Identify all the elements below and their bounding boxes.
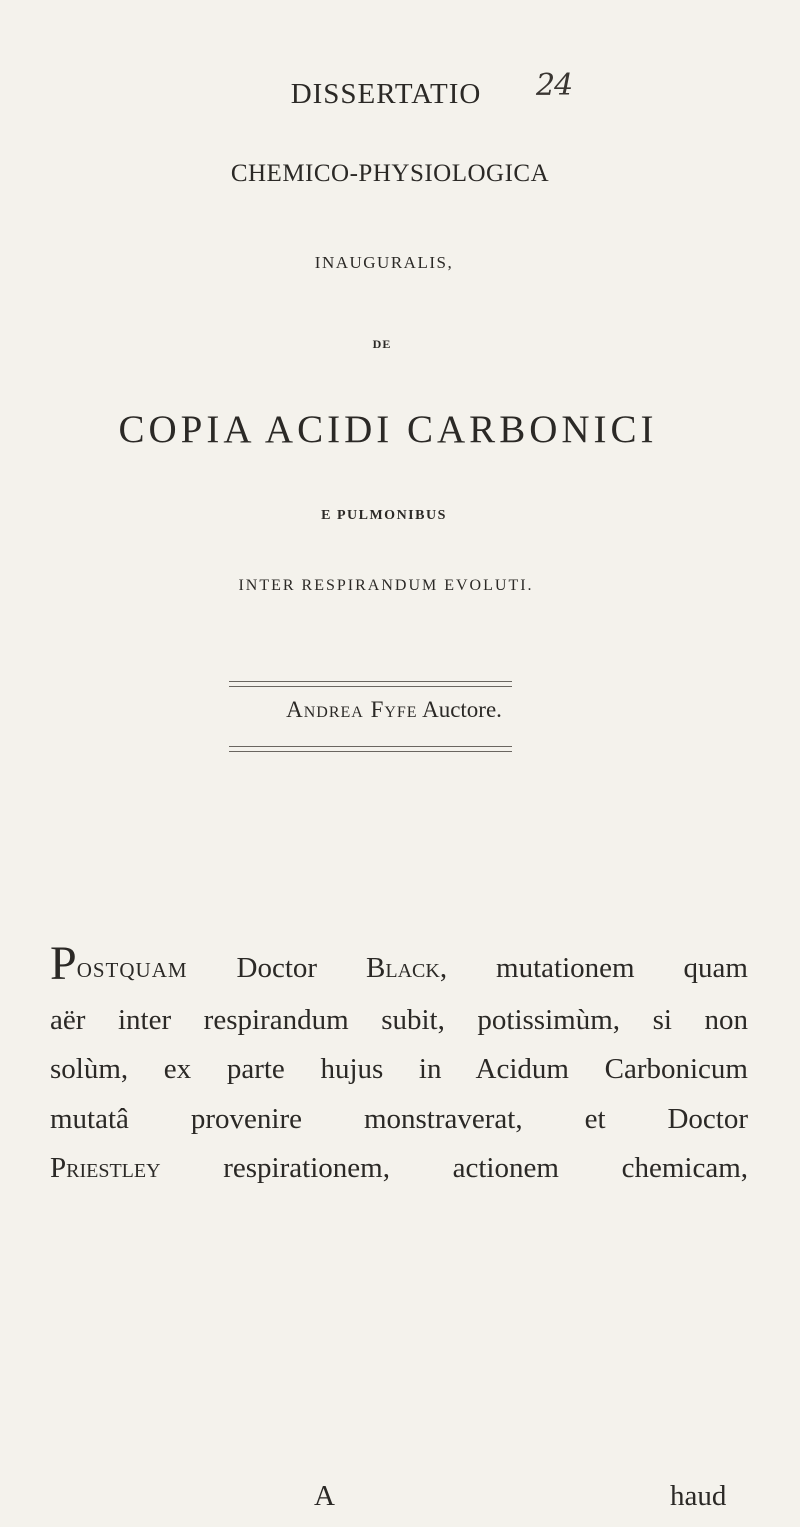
text-line-5 xyxy=(50,1144,748,1194)
text-line-4: mutatâ provenire monstraverat, et Doctor xyxy=(50,1102,748,1135)
title-main: COPIA ACIDI CARBONICI xyxy=(118,408,658,451)
title-line-7: INTER RESPIRANDUM EVOLUTI. xyxy=(238,577,534,594)
catchword: haud xyxy=(670,1480,727,1512)
handwritten-number: 24 xyxy=(536,68,573,103)
text-line-1 xyxy=(50,937,748,996)
first-word: OSTQUAM xyxy=(76,958,188,982)
title-line-4: DE xyxy=(372,337,392,351)
bottom-rule xyxy=(229,746,512,752)
text-fragment: respirationem, actionem chemicam, xyxy=(160,1152,748,1184)
text-fragment: , mutationem quam xyxy=(439,952,748,984)
name-priestley: Priestley xyxy=(50,1152,161,1184)
text-line-3: solùm, ex parte hujus in Acidum Carbonicum xyxy=(50,1053,748,1085)
body-paragraph xyxy=(50,937,748,1194)
text-line-2: aër inter respirandum subit, potissimùm, si non xyxy=(50,1003,748,1036)
title-line-2: CHEMICO-PHYSIOLOGICA xyxy=(230,160,550,187)
author-name: Andrea Fyfe xyxy=(286,697,418,722)
name-black: Black xyxy=(366,952,440,984)
signature-mark: A xyxy=(314,1480,335,1512)
drop-cap: P xyxy=(50,937,77,990)
author-role: Auctore. xyxy=(422,697,502,722)
text-fragment: Doctor xyxy=(187,952,367,984)
title-line-1: DISSERTATIO xyxy=(290,78,482,110)
title-line-3: INAUGURALIS, xyxy=(314,253,454,272)
author-line xyxy=(0,697,794,723)
top-rule xyxy=(229,681,512,687)
title-line-6: E PULMONIBUS xyxy=(321,508,447,523)
